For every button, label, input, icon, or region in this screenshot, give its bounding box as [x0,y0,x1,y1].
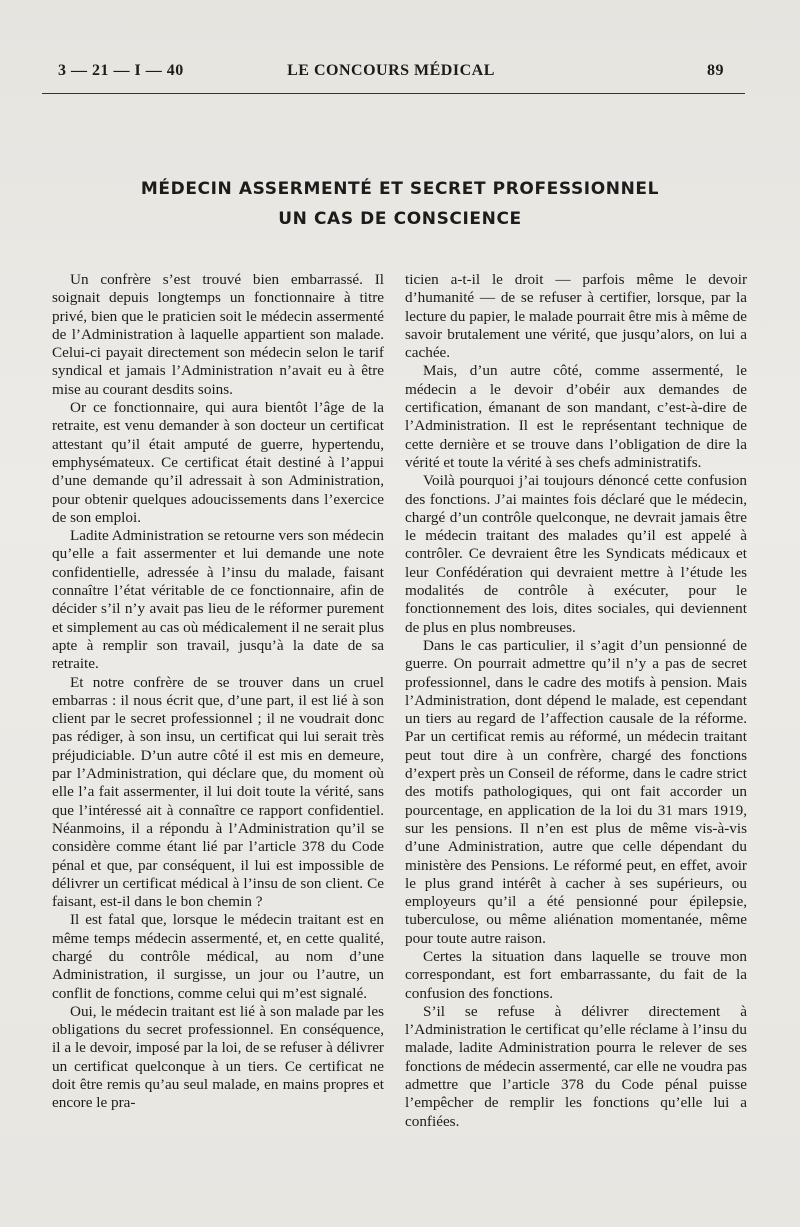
article-title-line-2: UN CAS DE CONSCIENCE [278,209,522,229]
paragraph: Un confrère s’est trouvé bien embarrassé. Il soignait depuis longtemps un fonctionnaire à titre privé, bien que le praticien soit le médecin assermenté de l’Administration à laquelle appartient son malade. Celui-ci payait directement son médecin selon le tarif syndical et jamais l’Administration n’avait eu à être mise au courant desdits soins. [52,271,384,398]
running-header [58,62,724,84]
journal-title: LE CONCOURS MÉDICAL [287,62,495,79]
right-column [405,271,747,1131]
article-title [0,174,800,234]
paragraph: Dans le cas particulier, il s’agit d’un pensionné de guerre. On pourrait admettre qu’il n’y a pas de secret professionnel, dans le cadre des motifs à pension. Mais l’Administration, dont dépend le malade, est cependant un tiers au regard de l’affection causale de la réforme. Par un certificat remis au réformé, un médecin traitant peut tout dire à un confrère, chargé des fonctions d’expert près un Conseil de réforme, dans le cadre strict des motifs pathologiques, qui ont fait accorder un pourcentage, en application de la loi du 31 mars 1919, sur les pensions. Il n’en est plus de même vis-à-vis d’une Administration, autre que celle dépendant du ministère des Pensions. Le réformé peut, en effet, avoir le plus grand intérêt à cacher à ses supérieurs, ou employeurs qu’il a été pensionné pour épilepsie, tuberculose, ou même aliénation momentanée, même pour toute autre raison. [405,636,747,947]
paragraph: Ladite Administration se retourne vers son médecin qu’elle a fait assermenter et lui demande une note confidentielle, adressée à l’insu du malade, faisant connaître l’état véritable de ce fonctionnaire, afin de décider s’il n’y avait pas lieu de le réformer purement et simplement au cas où médicalement il ne serait plus apte à remplir son travail, jusqu’à la date de sa retraite. [52,527,384,673]
paragraph: Oui, le médecin traitant est lié à son malade par les obligations du secret professionnel. En conséquence, il a le devoir, imposé par la loi, de se refuser à délivrer un certificat quelconque à un tiers. Ce certificat ne doit être remis qu’au seul malade, en mains propres et encore le pra- [52,1002,384,1112]
paragraph: Or ce fonctionnaire, qui aura bientôt l’âge de la retraite, est venu demander à son docteur un certificat attestant qu’il était amputé de guerre, hypertendu, emphysémateux. Ce certificat était destiné à l’appui d’une demande qu’il adressait à son Administration, pour obtenir quelques adoucissements dans l’exercice de son emploi. [52,399,384,526]
paragraph: Et notre confrère de se trouver dans un cruel embarras : il nous écrit que, d’une part, il est lié à son client par le secret professionnel ; il ne voudrait donc pas rédiger, à son insu, un certificat qui lui serait très préjudiciable. D’un autre côté il est mis en demeure, par l’Administration, qui déclare que, du moment où elle l’a fait assermenter, il lui doit toute la vérité, sans que l’intéressé ait à connaître ce rapport confidentiel. Néanmoins, il a répondu à l’Administration qu’il se considère comme étant lié par l’article 378 du Code pénal et que, par conséquent, il lui est impossible de délivrer un certificat médical à l’insu de son client. Ce faisant, est-il dans le bon chemin ? [52,673,384,911]
paragraph: Certes la situation dans laquelle se trouve mon correspondant, est fort embarrassante, du fait de la confusion des fonctions. [405,947,747,1002]
issue-date: 3 — 21 — I — 40 [58,62,184,79]
header-rule [42,93,745,94]
paragraph-continued: ticien a-t-il le droit — parfois même le devoir d’humanité — de se refuser à certifier, lorsque, par la lecture du papier, le malade pourrait être mis à même de savoir brutalement une vérité, que jusqu’alors, on lui a cachée. [405,271,747,362]
paragraph: Il est fatal que, lorsque le médecin traitant est en même temps médecin assermenté, et, en cette qualité, chargé du contrôle médical, au nom d’une Administration, il surgisse, un jour ou l’autre, un conflit de fonctions, comme celui qui m’est signalé. [52,911,384,1002]
left-column [52,271,384,1113]
page-number: 89 [707,62,724,79]
article-title-line-1: MÉDECIN ASSERMENTÉ ET SECRET PROFESSIONNEL [140,179,660,199]
paragraph: Voilà pourquoi j’ai toujours dénoncé cette confusion des fonctions. J’ai maintes fois déclaré que le médecin, chargé d’un contrôle quelconque, ne devrait jamais être le médecin traitant des malades qu’il est appelé à contrôler. Ce devraient être les Syndicats médicaux et leur Confédération qui devraient mettre à l’étude les modalités de contrôle à exécuter, pour le fonctionnement des lois, dites sociales, qui deviennent de plus en plus nombreuses. [405,472,747,636]
paragraph: Mais, d’un autre côté, comme assermenté, le médecin a le devoir d’obéir aux demandes de certification, émanant de son mandant, c’est-à-dire de l’Administration. Il est le représentant technique de cette dernière et se trouve dans l’obligation de dire la vérité et toute la vérité à ses chefs administratifs. [405,362,747,471]
paragraph: S’il se refuse à délivrer directement à l’Administration le certificat qu’elle réclame à l’insu du malade, ladite Administration pourra le relever de ses fonctions de médecin assermenté, car elle ne voudra pas admettre que l’article 378 du Code pénal puisse l’empêcher de remplir les fonctions qu’elle lui a confiées. [405,1002,747,1130]
